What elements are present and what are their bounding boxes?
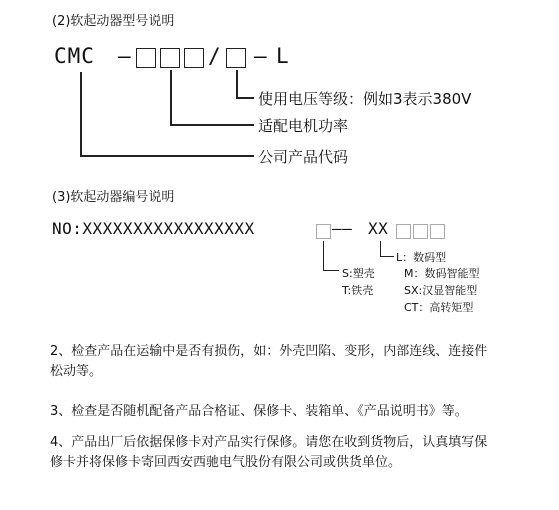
voltage-connector-h	[236, 97, 254, 99]
model-prefix: CMC	[54, 44, 95, 68]
type-connector-h	[380, 256, 394, 257]
power-digit-box-1	[136, 48, 156, 68]
shell-connector-v	[323, 241, 324, 271]
model-dash-2: –	[254, 44, 268, 68]
serial-box-3	[430, 224, 445, 239]
company-code-label: 公司产品代码	[258, 148, 349, 166]
serial-box-1	[396, 224, 411, 239]
power-digit-box-3	[184, 48, 204, 68]
power-connector-h	[170, 124, 254, 126]
type-m-label: M：数码智能型	[404, 267, 480, 280]
power-label: 适配电机功率	[258, 117, 349, 135]
section3-heading: (3)软起动器编号说明	[52, 190, 175, 205]
shell-type-box	[316, 224, 331, 239]
model-dash: –	[118, 44, 132, 68]
voltage-label: 使用电压等级：例如3表示380V	[258, 90, 472, 108]
model-suffix: L	[276, 44, 290, 68]
serial-dash: ——	[332, 219, 353, 238]
voltage-digit-box	[226, 48, 246, 68]
paragraph-4: 4、产品出厂后依据保修卡对产品实行保修。请您在收到货物后，认真填写保修卡并将保修卡寄回西安西驰电气股份有限公司或供货单位。	[50, 435, 488, 470]
shell-connector-h	[323, 270, 339, 271]
paragraph-2: 2、检查产品在运输中是否有损伤，如：外壳凹陷、变形，内部连线、连接件松动等。	[50, 344, 488, 379]
serial-xx: XX	[368, 219, 389, 238]
power-digit-box-2	[160, 48, 180, 68]
company-connector-h	[80, 155, 254, 157]
paragraph-3: 3、检查是否随机配备产品合格证、保修卡、装箱单、《产品说明书》等。	[50, 404, 468, 419]
voltage-connector-v	[236, 70, 238, 98]
shell-t-label: T:铁壳	[342, 284, 374, 297]
type-connector-v	[380, 241, 381, 257]
company-connector-v	[80, 72, 82, 156]
model-slash: /	[208, 44, 222, 68]
serial-box-2	[413, 224, 428, 239]
type-sx-label: SX:汉显智能型	[404, 284, 478, 297]
serial-prefix: NO:XXXXXXXXXXXXXXXXX	[52, 219, 255, 238]
power-connector-v	[170, 70, 172, 125]
shell-s-label: S:塑壳	[342, 267, 375, 280]
type-l-label: L：数码型	[396, 251, 447, 264]
type-ct-label: CT：高转矩型	[404, 301, 474, 314]
section2-heading: (2)软起动器型号说明	[52, 14, 175, 29]
